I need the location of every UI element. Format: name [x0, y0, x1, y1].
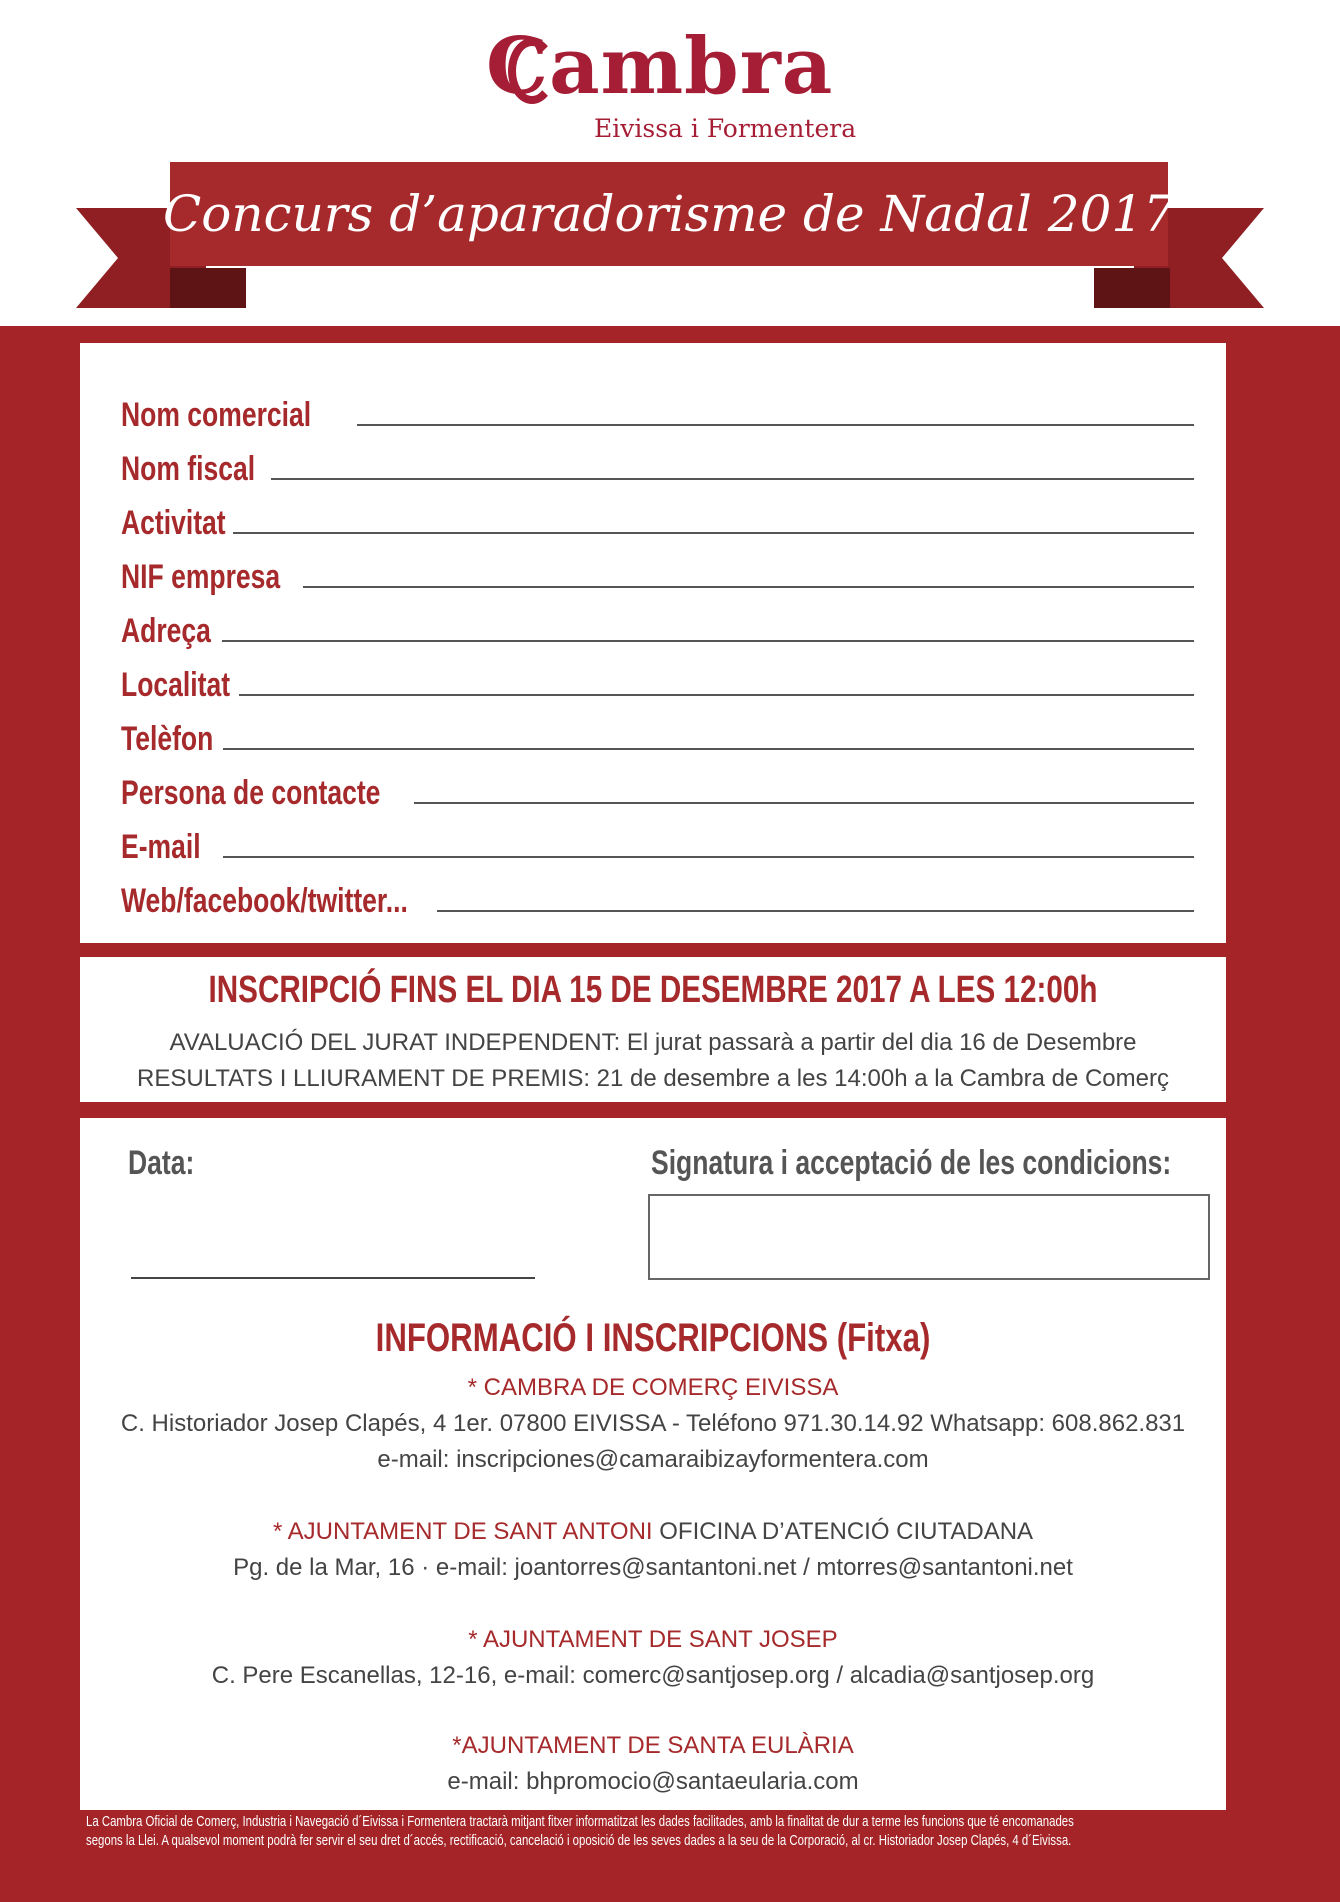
sant-antoni-contact: Pg. de la Mar, 16 · e-mail: joantorres@santantoni.net / mtorres@santantoni.net: [233, 1554, 1073, 1581]
field-localitat[interactable]: [121, 655, 1194, 705]
results-text: RESULTATS I LLIURAMENT DE PREMIS: 21 de desembre a les 14:00h a la Cambra de Comerç: [137, 1065, 1169, 1092]
footer-line-2: segons la Llei. A qualsevol moment podrà fer servir el seu dret d´accés, rectificació, cancelació i oposició de les seves dades a la seu de la Corporació, al cr. Historiador Josep Clapés, 4 d´Eivissa.: [86, 1832, 1072, 1849]
registration-form: [80, 343, 1226, 943]
logo-wordmark: Cambra: [486, 21, 834, 112]
signing-info-panel: [80, 1118, 1226, 1810]
banner-title: Concurs d’aparadorisme de Nadal 2017: [163, 185, 1176, 243]
fill-line[interactable]: [223, 748, 1194, 750]
date-label: Data:: [128, 1144, 195, 1182]
field-label: Adreça: [121, 612, 211, 650]
fill-line[interactable]: [414, 802, 1194, 804]
signature-label: Signatura i acceptació de les condicions:: [651, 1144, 1172, 1182]
field-activitat[interactable]: [121, 493, 1194, 543]
fill-line[interactable]: [239, 694, 1194, 696]
deadline-headline: INSCRIPCIÓ FINS EL DIA 15 DE DESEMBRE 2017 A LES 12:00h: [208, 969, 1098, 1011]
sant-josep-title: * AJUNTAMENT DE SANT JOSEP: [468, 1626, 838, 1653]
fill-line[interactable]: [233, 532, 1194, 534]
fill-line[interactable]: [437, 910, 1194, 912]
field-nif-empresa[interactable]: [121, 547, 1194, 597]
sant-antoni-title-line: [80, 1518, 1226, 1546]
field-label: Nom fiscal: [121, 450, 256, 488]
evaluation-text: AVALUACIÓ DEL JURAT INDEPENDENT: El jurat passarà a partir del dia 16 de Desembre: [169, 1029, 1137, 1056]
footer-line-1: La Cambra Oficial de Comerç, Industria i Navegació d´Eivissa i Formentera tractarà mitjant fitxer informatitzat les dades facilitades, amb la finalitat de dur a terme les funcions que té encomanades: [86, 1813, 1074, 1830]
field-label: Nom comercial: [121, 396, 312, 434]
fill-line[interactable]: [271, 478, 1194, 480]
deadline-panel: [80, 957, 1226, 1102]
field-telefon[interactable]: [121, 709, 1194, 759]
field-adreca[interactable]: [121, 601, 1194, 651]
info-heading: INFORMACIÓ I INSCRIPCIONS (Fitxa): [375, 1316, 931, 1360]
sant-josep-contact: C. Pere Escanellas, 12-16, e-mail: comerc@santjosep.org / alcadia@santjosep.org: [211, 1662, 1095, 1689]
signature-box[interactable]: [648, 1194, 1210, 1280]
santa-eularia-contact: e-mail: bhpromocio@santaeularia.com: [447, 1768, 859, 1795]
sant-antoni-title: * AJUNTAMENT DE SANT ANTONI: [272, 1518, 653, 1545]
field-persona-contacte[interactable]: [121, 763, 1194, 813]
cambra-email: e-mail: inscripciones@camaraibizayformentera.com: [377, 1446, 929, 1473]
field-email[interactable]: [121, 817, 1194, 867]
fill-line[interactable]: [222, 640, 1194, 642]
field-label: Activitat: [121, 504, 226, 542]
field-label: Telèfon: [121, 720, 214, 758]
logo-subtitle: Eivissa i Formentera: [594, 114, 857, 143]
field-label: Web/facebook/twitter...: [121, 882, 408, 920]
field-label: Localitat: [121, 666, 231, 704]
cambra-address: C. Historiador Josep Clapés, 4 1er. 07800 EIVISSA - Teléfono 971.30.14.92 Whatsapp: 608.862.831: [120, 1410, 1186, 1437]
title-banner: [163, 162, 1176, 266]
santa-eularia-title: *AJUNTAMENT DE SANTA EULÀRIA: [452, 1732, 854, 1759]
fill-line[interactable]: [357, 424, 1194, 426]
field-label: NIF empresa: [121, 558, 281, 596]
field-web-social[interactable]: [121, 871, 1194, 921]
sant-antoni-office: OFICINA D’ATENCIÓ CIUTADANA: [652, 1518, 1034, 1545]
fill-line[interactable]: [303, 586, 1194, 588]
cambra-title: * CAMBRA DE COMERÇ EIVISSA: [467, 1374, 839, 1401]
date-fill-line[interactable]: [131, 1277, 535, 1279]
fill-line[interactable]: [223, 856, 1194, 858]
field-label: Persona de contacte: [121, 774, 381, 812]
field-nom-comercial[interactable]: [121, 385, 1194, 435]
privacy-footer: [86, 1812, 1074, 1850]
field-nom-fiscal[interactable]: [121, 439, 1194, 489]
cambra-logo: [0, 21, 1340, 143]
field-label: E-mail: [121, 828, 201, 866]
